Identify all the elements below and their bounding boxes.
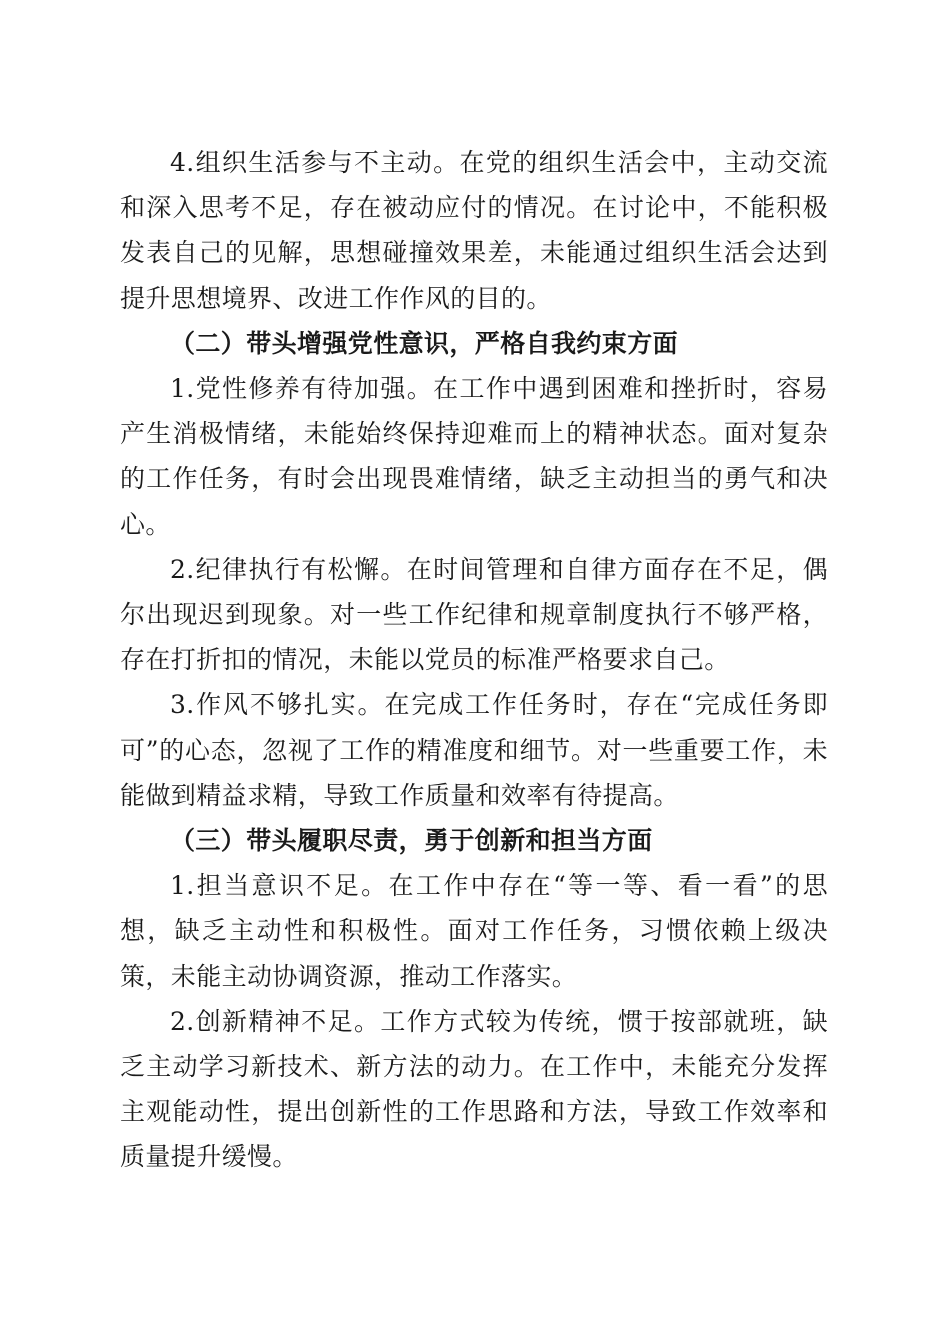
paragraph-organization-life: 4.组织生活参与不主动。在党的组织生活会中，主动交流和深入思考不足，存在被动应付的情况。在讨论中，不能积极发表自己的见解，思想碰撞效果差，未能通过组织生活会达到提升思想境界、改进工作作风的目的。 bbox=[120, 148, 828, 313]
paragraph-work-style: 3.作风不够扎实。在完成工作任务时，存在“完成任务即可”的心态，忽视了工作的精准度和细节。对一些重要工作，未能做到精益求精，导致工作质量和效率有待提高。 bbox=[120, 690, 828, 810]
section-heading-party-spirit: （二）带头增强党性意识，严格自我约束方面 bbox=[170, 328, 679, 358]
paragraph-responsibility: 1.担当意识不足。在工作中存在“等一等、看一看”的思想，缺乏主动性和积极性。面对工作任务，习惯依赖上级决策，未能主动协调资源，推动工作落实。 bbox=[120, 871, 828, 991]
paragraph-innovation-spirit: 2.创新精神不足。工作方式较为传统，惯于按部就班，缺乏主动学习新技术、新方法的动力。在工作中，未能充分发挥主观能动性，提出创新性的工作思路和方法，导致工作效率和质量提升缓慢。 bbox=[120, 1006, 828, 1172]
paragraph-party-cultivation: 1.党性修养有待加强。在工作中遇到困难和挫折时，容易产生消极情绪，未能始终保持迎难而上的精神状态。面对复杂的工作任务，有时会出现畏难情绪，缺乏主动担当的勇气和决心。 bbox=[120, 374, 828, 539]
paragraph-discipline: 2.纪律执行有松懈。在时间管理和自律方面存在不足，偶尔出现迟到现象。对一些工作纪律和规章制度执行不够严格，存在打折扣的情况，未能以党员的标准严格要求自己。 bbox=[120, 554, 828, 675]
section-heading-innovation: （三）带头履职尽责，勇于创新和担当方面 bbox=[170, 826, 653, 856]
